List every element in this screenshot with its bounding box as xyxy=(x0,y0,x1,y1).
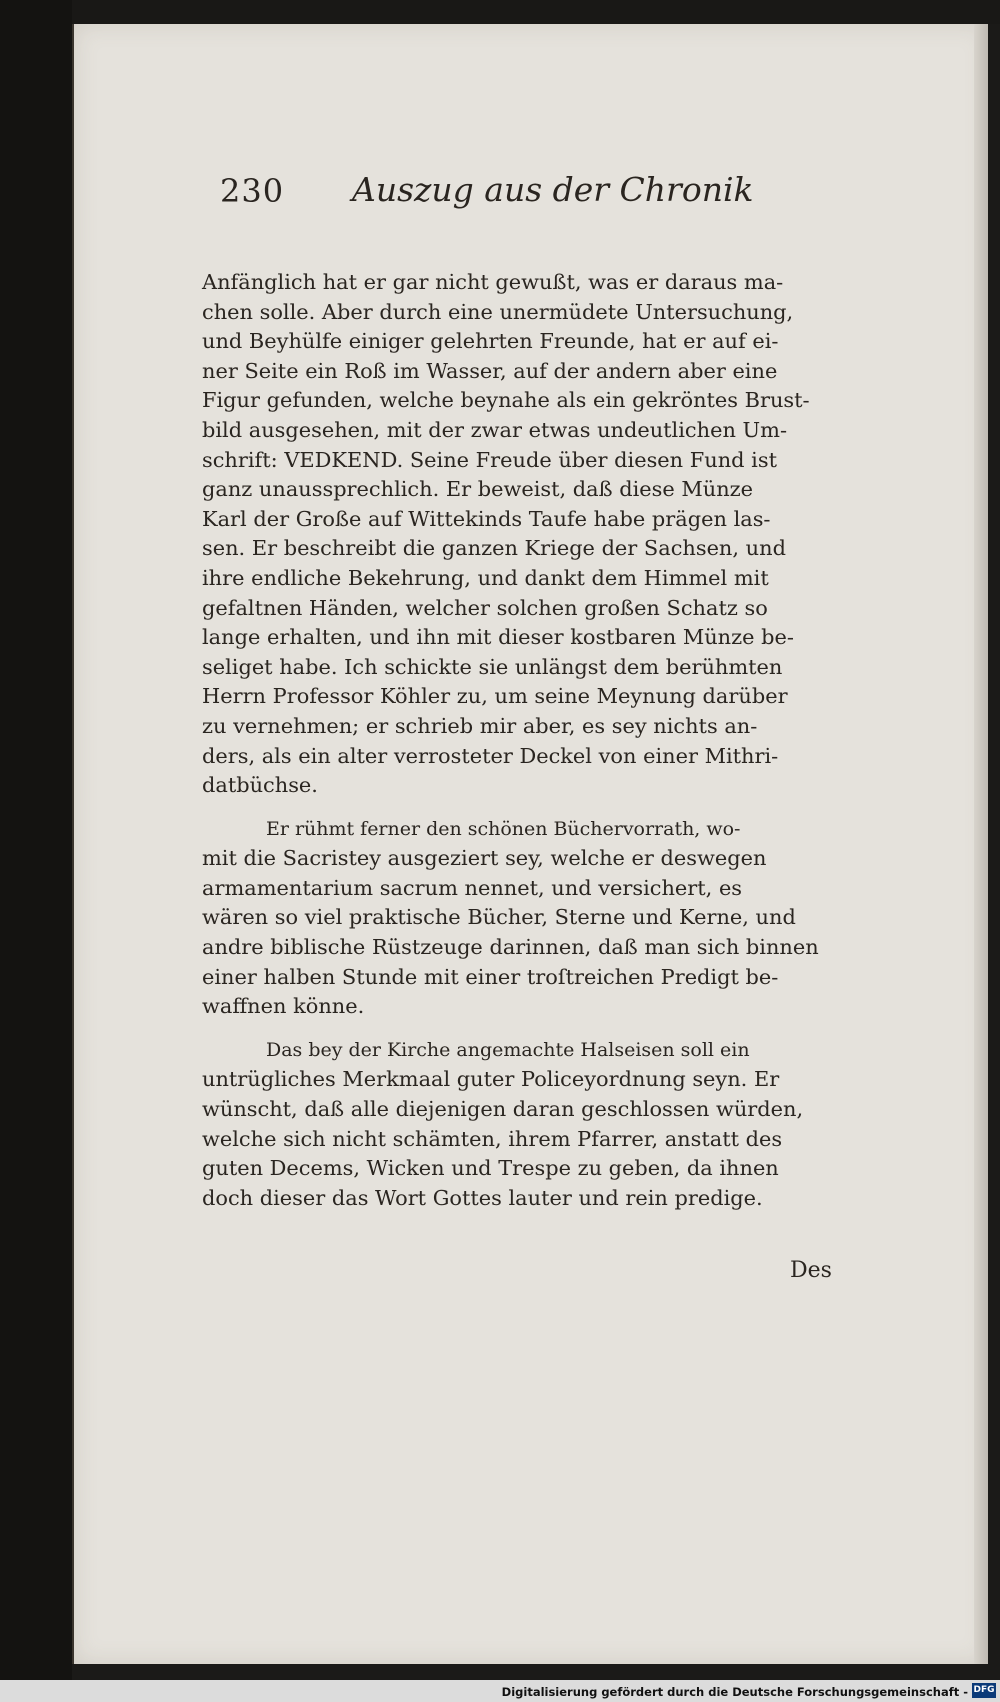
scan-border-top xyxy=(0,0,1000,24)
text-line: ders, als ein alter verrosteter Deckel von einer Mithri- xyxy=(202,743,779,768)
text-line: schrift: VEDKEND. Seine Freude über diesen Fund ist xyxy=(202,447,777,472)
text-line: datbüchse. xyxy=(202,773,318,798)
catchword: Des xyxy=(790,1258,832,1283)
page-header xyxy=(220,172,820,232)
running-head: Auszug aus der Chronik xyxy=(352,170,754,209)
paragraph-3 xyxy=(202,1036,922,1214)
text-line: ganz unaussprechlich. Er beweist, daß diese Münze xyxy=(202,477,754,502)
text-line: seliget habe. Ich schickte sie unlängst dem berühmten xyxy=(202,654,783,679)
page-number: 230 xyxy=(220,172,285,210)
text-line: ner Seite ein Roß im Wasser, auf der andern aber eine xyxy=(202,358,778,383)
text-line: Anfänglich hat er gar nicht gewußt, was er daraus ma- xyxy=(202,270,784,294)
footer-bar xyxy=(0,1680,1000,1702)
text-line: bild ausgesehen, mit der zwar etwas undeutlichen Um- xyxy=(202,417,788,442)
text-line: ihre endliche Bekehrung, und dankt dem Himmel mit xyxy=(202,565,769,590)
body-text xyxy=(202,268,922,1213)
scan-border-left xyxy=(0,0,72,1680)
paragraph-2 xyxy=(202,815,922,1022)
text-line: zu vernehmen; er schrieb mir aber, es sey nichts an- xyxy=(202,713,758,738)
text-line: gefaltnen Händen, welcher solchen großen Schatz so xyxy=(202,595,768,620)
text-line: chen solle. Aber durch eine unermüdete Untersuchung, xyxy=(202,299,794,324)
page-edge xyxy=(974,24,988,1664)
text-line: welche sich nicht schämten, ihrem Pfarrer, anstatt des xyxy=(202,1126,783,1151)
text-line: sen. Er beschreibt die ganzen Kriege der Sachsen, und xyxy=(202,536,786,561)
text-line: andre biblische Rüstzeuge darinnen, daß man sich binnen xyxy=(202,935,819,960)
text-line: einer halben Stunde mit einer troſtreichen Predigt be- xyxy=(202,964,779,989)
text-line: untrügliches Merkmaal guter Policeyordnung seyn. Er xyxy=(202,1067,780,1092)
text-line: waffnen könne. xyxy=(202,994,365,1019)
text-line: wären so viel praktische Bücher, Sterne und Kerne, und xyxy=(202,905,796,930)
text-line: mit die Sacristey ausgeziert sey, welche er deswegen xyxy=(202,846,767,871)
text-line: doch dieser das Wort Gottes lauter und rein predige. xyxy=(202,1185,763,1210)
dfg-logo-icon: DFG xyxy=(972,1683,996,1698)
text-line: wünscht, daß alle diejenigen daran geschlossen würden, xyxy=(202,1097,804,1122)
paragraph-1 xyxy=(202,268,922,801)
text-line: lange erhalten, und ihn mit dieser kostbaren Münze be- xyxy=(202,625,794,650)
funding-notice: Digitalisierung gefördert durch die Deutsche Forschungsgemeinschaft - xyxy=(501,1685,968,1699)
text-line: Karl der Große auf Wittekinds Taufe habe prägen las- xyxy=(202,506,771,531)
text-line: Herrn Professor Köhler zu, um seine Meynung darüber xyxy=(202,684,788,709)
text-line: Figur gefunden, welche beynahe als ein gekröntes Brust- xyxy=(202,388,810,413)
text-line: Er rühmt ferner den schönen Büchervorrath, wo- xyxy=(266,817,741,840)
text-line: armamentarium sacrum nennet, und versichert, es xyxy=(202,875,743,900)
text-line: Das bey der Kirche angemachte Halseisen soll ein xyxy=(266,1038,750,1061)
text-line: und Beyhülfe einiger gelehrten Freunde, hat er auf ei- xyxy=(202,329,779,354)
text-line: guten Decems, Wicken und Trespe zu geben, da ihnen xyxy=(202,1156,779,1181)
